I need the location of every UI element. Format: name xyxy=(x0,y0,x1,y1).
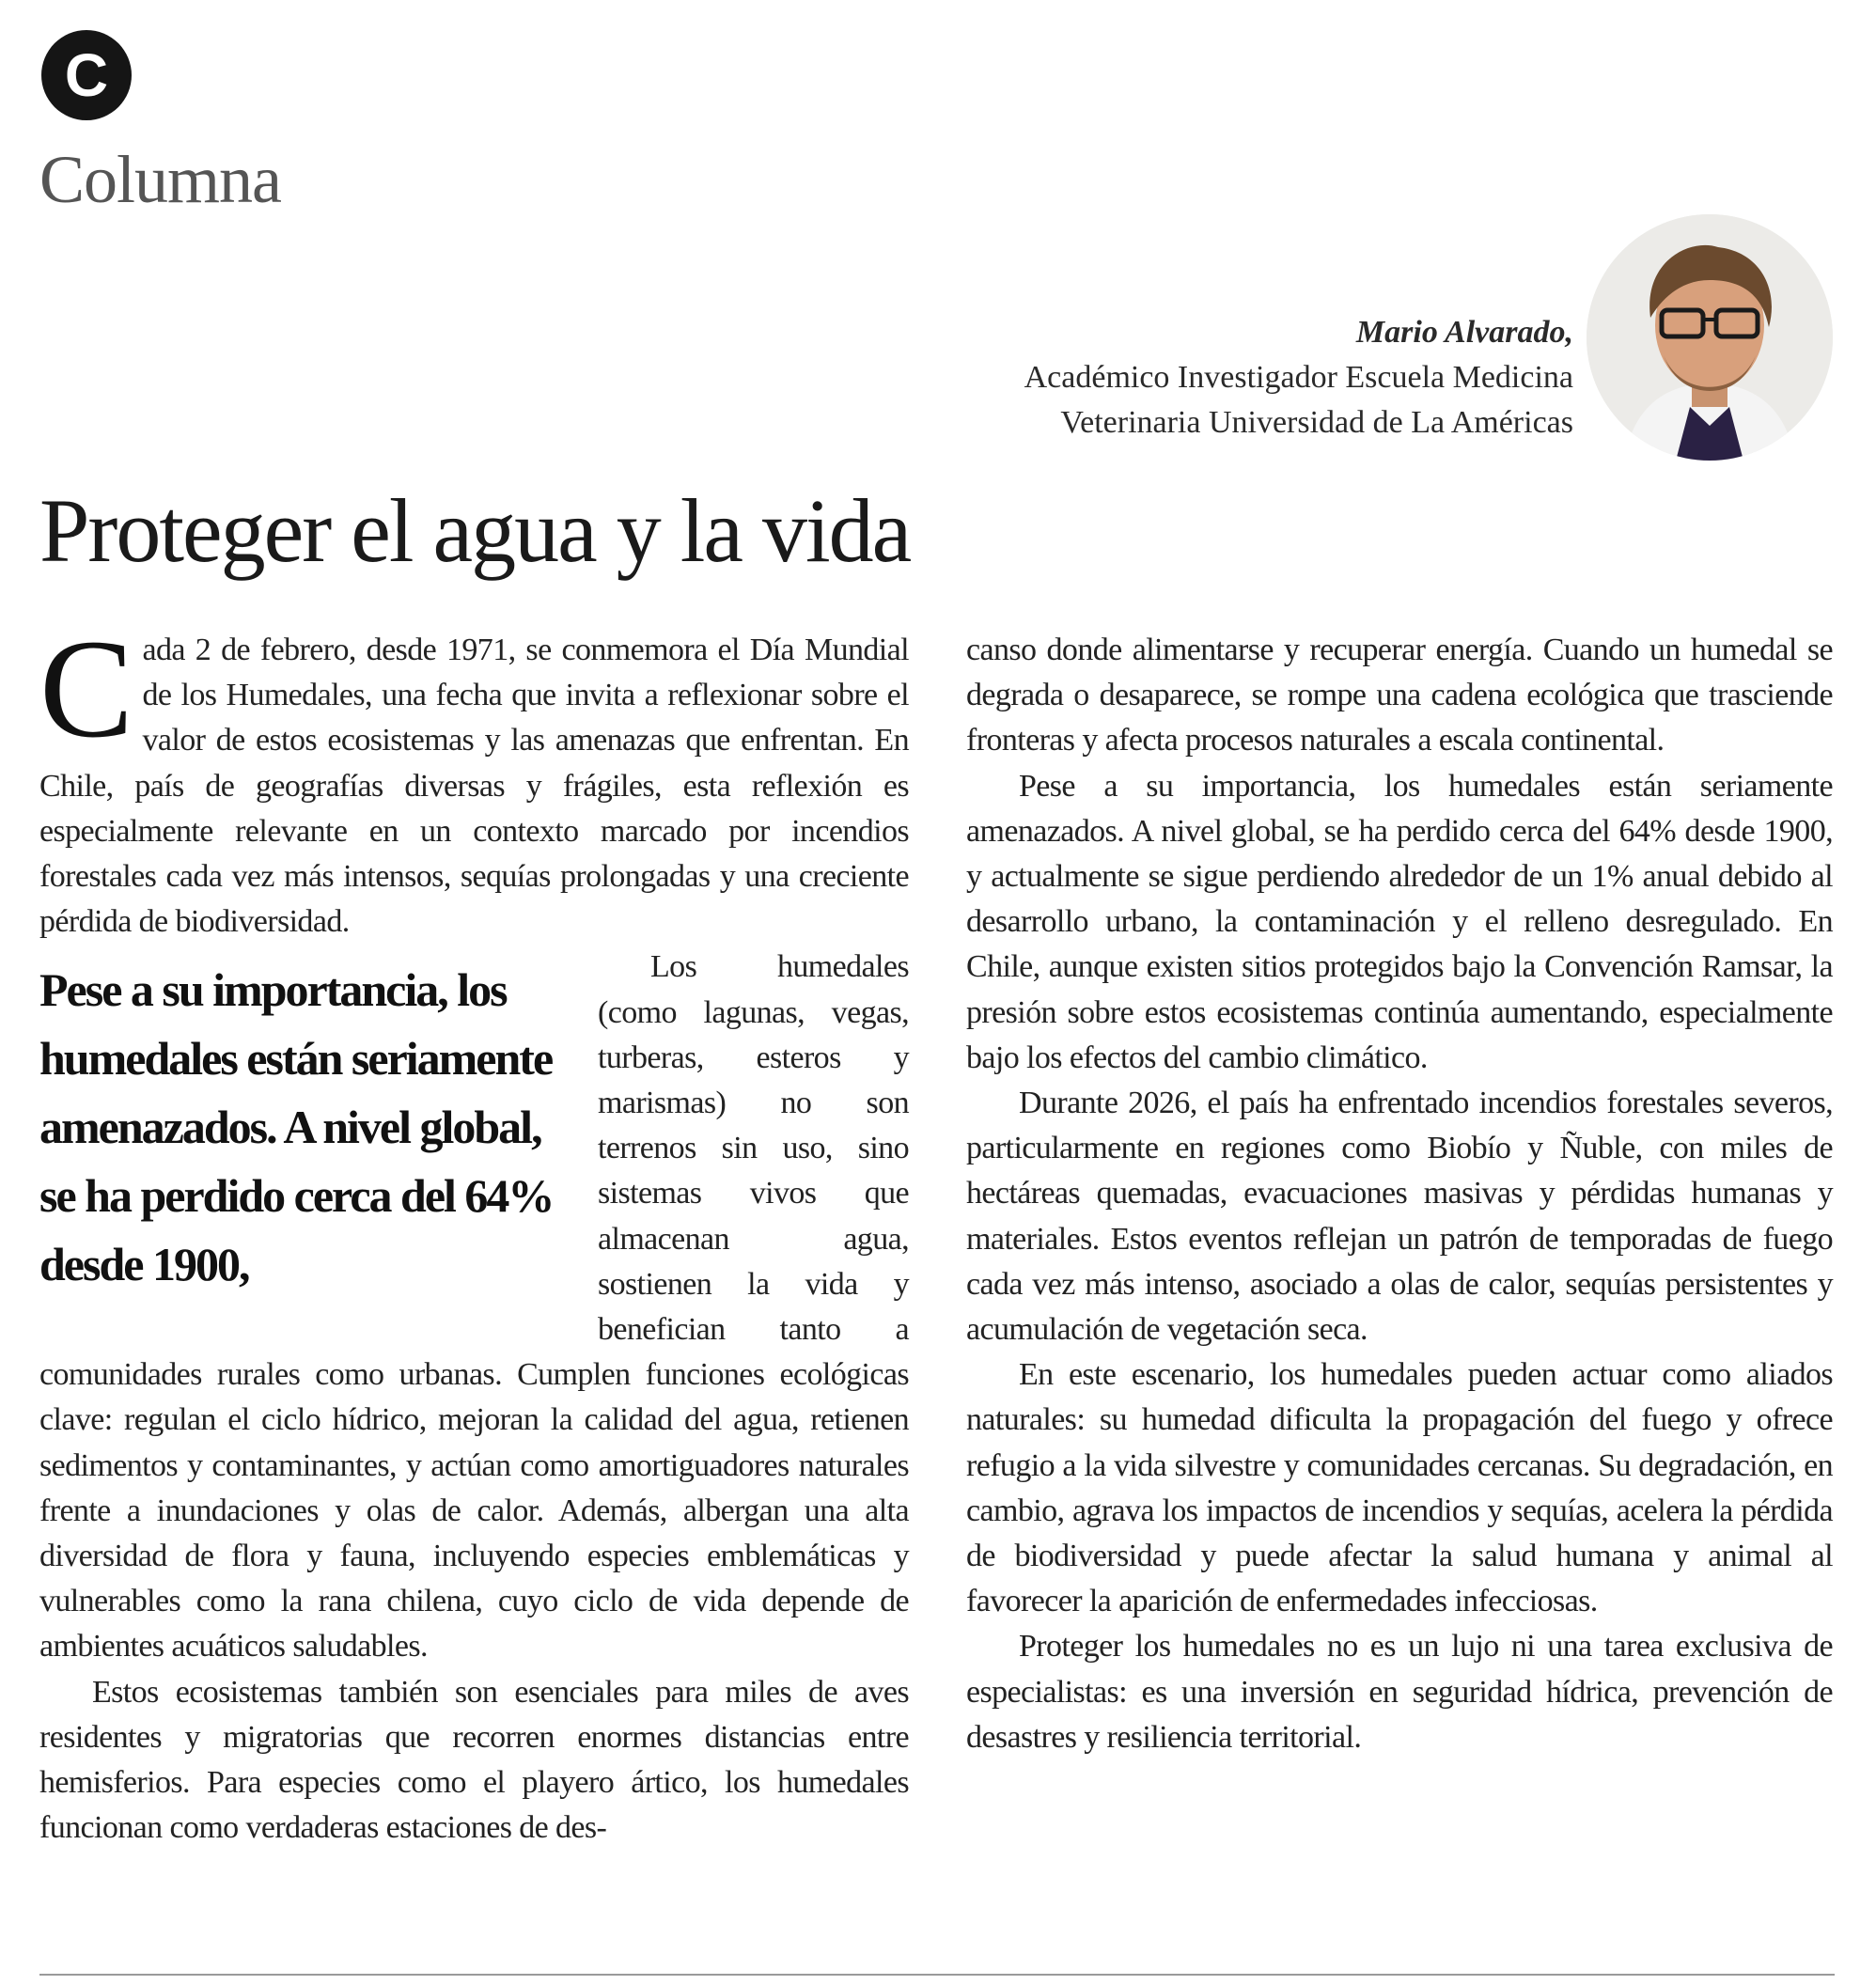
article-column-left xyxy=(39,611,909,1851)
paragraph-3: Estos ecosistemas también son esenciales para miles de aves residentes y migratorias que recorren enormes distancias entre hemisferios. Para especies como el playero ártico, los humedales funcionan como verdaderas estaciones de des- xyxy=(39,1674,909,1846)
author-name: Mario Alvarado, xyxy=(1355,315,1573,350)
logo-letter: C xyxy=(64,41,109,109)
author-role-line2: Veterinaria Universidad de La Américas xyxy=(1060,405,1573,440)
pull-quote: Pese a su importancia, los humedales están seriamente amenazados. A nivel global, se ha perdido cerca del 64% desde 1900, xyxy=(39,963,554,1291)
paragraph-6: En este escenario, los humedales pueden actuar como aliados naturales: su humedad dificulta la propagación del fuego y ofrece refugio a la vida silvestre y comunidades cercanas. Su degradación, en cambio, agrava los impactos de incendios y sequías, acelera la pérdida de biodiversidad y puede afectar la salud humana y animal al favorecer la aparición de enfermedades infecciosas. xyxy=(966,1357,1833,1619)
author-portrait-icon xyxy=(1587,214,1833,461)
author-role-line1: Académico Investigador Escuela Medicina xyxy=(1024,360,1573,395)
bottom-rule xyxy=(39,1974,1835,1976)
article-column-right xyxy=(966,628,1833,1760)
paragraph-1-text: ada 2 de febrero, desde 1971, se conmemora el Día Mundial de los Humedales, una fecha que invita a reflexionar sobre el valor de estos ecosistemas y las amenazas que enfrentan. En Chile, país de geografías diversas y frágiles, esta reflexión es especialmente relevante en un contexto marcado por incendios forestales cada vez más intensos, sequías prolongadas y una creciente pérdida de biodiversidad. xyxy=(39,633,909,940)
paragraph-2: Los humedales (como lagunas, vegas, turberas, esteros y marismas) no son terrenos sin uso, sino sistemas vivos que almacenan agua, sostienen la vida y benefician tanto a comunidades rurales como urbanas. Cumplen funciones ecológicas clave: regulan el ciclo hídrico, mejoran la calidad del agua, retienen sedimentos y contaminantes, y actúan como amortiguadores naturales frente a inundaciones y olas de calor. Además, albergan una alta diversidad de flora y fauna, incluyendo especies emblemáticas y vulnerables como la rana chilena, cuyo ciclo de vida depende de ambientes acuáticos saludables. xyxy=(39,949,909,1665)
column-logo-badge xyxy=(41,30,132,120)
headline: Proteger el agua y la vida xyxy=(39,480,911,581)
paragraph-5: Durante 2026, el país ha enfrentado incendios forestales severos, particularmente en regiones como Biobío y Ñuble, con miles de hectáreas quemadas, evacuaciones masivas y pérdidas humanas y materiales. Estos eventos reflejan un patrón de temporadas de fuego cada vez más intenso, asociado a olas de calor, sequías persistentes y acumulación de vegetación seca. xyxy=(966,1086,1833,1348)
author-byline xyxy=(1024,310,1573,445)
paragraph-3-continued: canso donde alimentarse y recuperar energía. Cuando un humedal se degrada o desaparece, se rompe una cadena ecológica que trasciende fronteras y afecta procesos naturales a escala continental. xyxy=(966,633,1833,758)
paragraph-7: Proteger los humedales no es un lujo ni una tarea exclusiva de especialistas: es una inversión en seguridad hídrica, prevención de desastres y resiliencia territorial. xyxy=(966,1629,1833,1755)
drop-cap: C xyxy=(39,611,133,767)
paragraph-1 xyxy=(39,611,909,945)
section-label: Columna xyxy=(39,142,281,217)
author-photo xyxy=(1587,214,1833,461)
paragraph-4: Pese a su importancia, los humedales están seriamente amenazados. A nivel global, se ha perdido cerca del 64% desde 1900, y actualmente se sigue perdiendo alrededor de un 1% anual debido al desarrollo urbano, la contaminación y el relleno desregulado. En Chile, aunque existen sitios protegidos bajo la Convención Ramsar, la presión sobre estos ecosistemas continúa aumentando, especialmente bajo los efectos del cambio climático. xyxy=(966,768,1833,1075)
